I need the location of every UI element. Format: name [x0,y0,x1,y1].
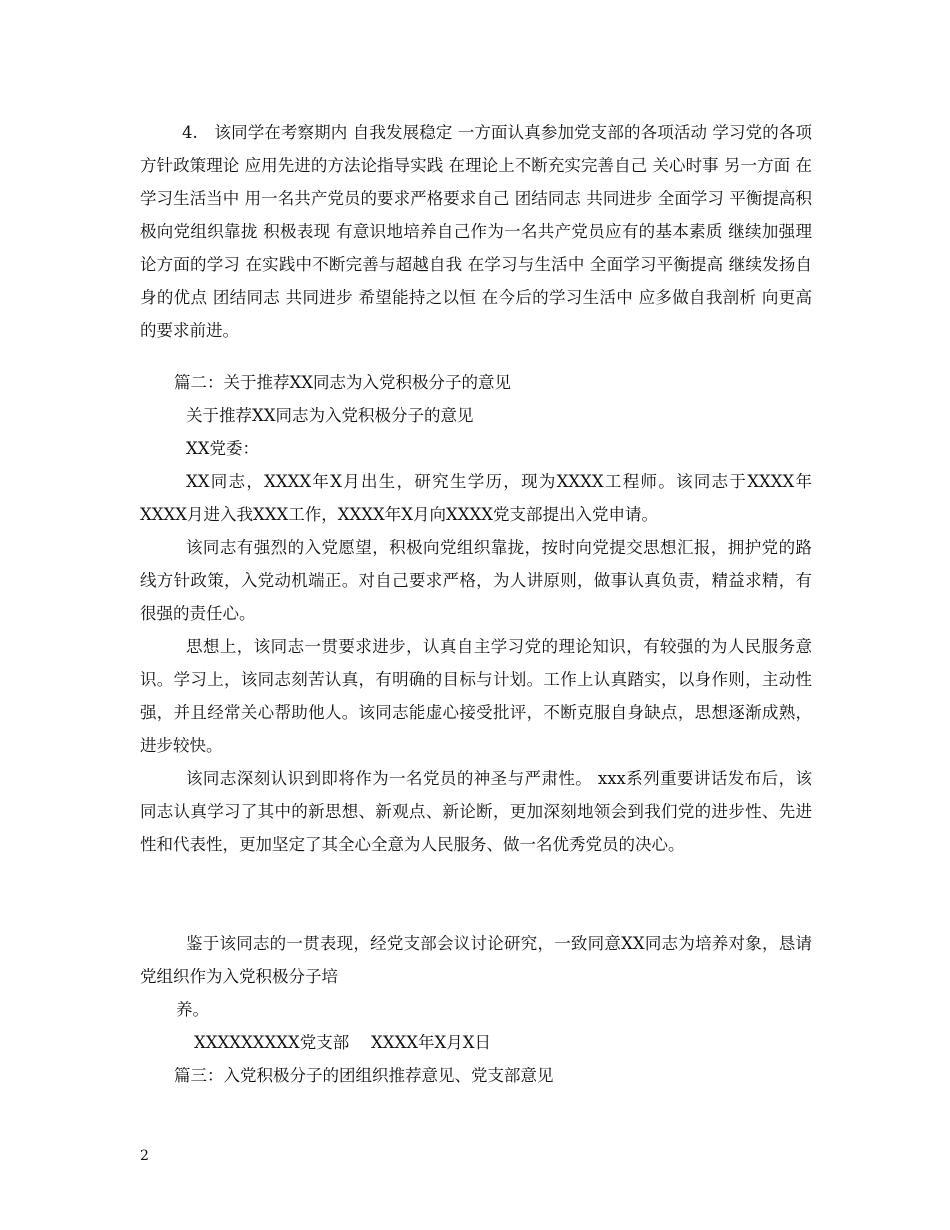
signature-line: XXXXXXXXX党支部 XXXX年X月X日 [194,1033,491,1052]
salutation: XX党委： [186,439,259,458]
page-number: 2 [140,1148,149,1164]
document-title: 关于推荐XX同志为入党积极分子的意见 [186,406,474,425]
paragraph-4: 4. 该同学在考察期内 自我发展稳定 一方面认真参加党支部的各项活动 学习党的各项方针政策理论 应用先进的方法论指导实践 在理论上不断充实完善自己 关心时事 另一方面 在学习生活当中 用一名共产党员的要求严格要求自己 团结同志 共同进步 全面学习 平衡提高积极向党组织靠拢 积极表现 有意识地培养自己作为一名共产党员应有的基本素质 继续加强理论方面的学习 在实践中不断完善与超越自我 在学习与生活中 全面学习平衡提高 继续发扬自身的优点 团结同志 共同进步 希望能持之以恒 在今后的学习生活中 应多做自我剖析 向更高的要求前进。 [140,123,812,340]
paragraph-conclusion-tail: 养。 [176,1000,209,1019]
paragraph-attitude: 该同志有强烈的入党愿望，积极向党组织靠拢，按时向党提交思想汇报，拥护党的路线方针政策，入党动机端正。对自己要求严格，为人讲原则，做事认真负责，精益求精，有很强的责任心。 [140,538,812,623]
paragraph-study: 该同志深刻认识到即将作为一名党员的神圣与严肃性。 xxx系列重要讲话发布后，该同志认真学习了其中的新思想、新观点、新论断，更加深刻地领会到我们党的进步性、先进性和代表性，更加坚定了其全心全意为人民服务、做一名优秀党员的决心。 [140,769,812,854]
paragraph-intro: XX同志，XXXX年X月出生，研究生学历，现为XXXX工程师。该同志于XXXX年XXXX月进入我XXX工作，XXXX年X月向XXXX党支部提出入党申请。 [140,472,812,524]
section-2-heading: 篇二：关于推荐XX同志为入党积极分子的意见 [174,373,511,392]
paragraph-conclusion: 鉴于该同志的一贯表现，经党支部会议讨论研究，一致同意XX同志为培养对象，恳请党组织作为入党积极分子培 [140,934,812,986]
paragraph-thought: 思想上，该同志一贯要求进步，认真自主学习党的理论知识，有较强的为人民服务意识。学习上，该同志刻苦认真，有明确的目标与计划。工作上认真踏实，以身作则，主动性强，并且经常关心帮助他人。该同志能虚心接受批评，不断克服自身缺点，思想逐渐成熟，进步较快。 [140,637,812,755]
section-3-heading: 篇三：入党积极分子的团组织推荐意见、党支部意见 [174,1066,554,1085]
